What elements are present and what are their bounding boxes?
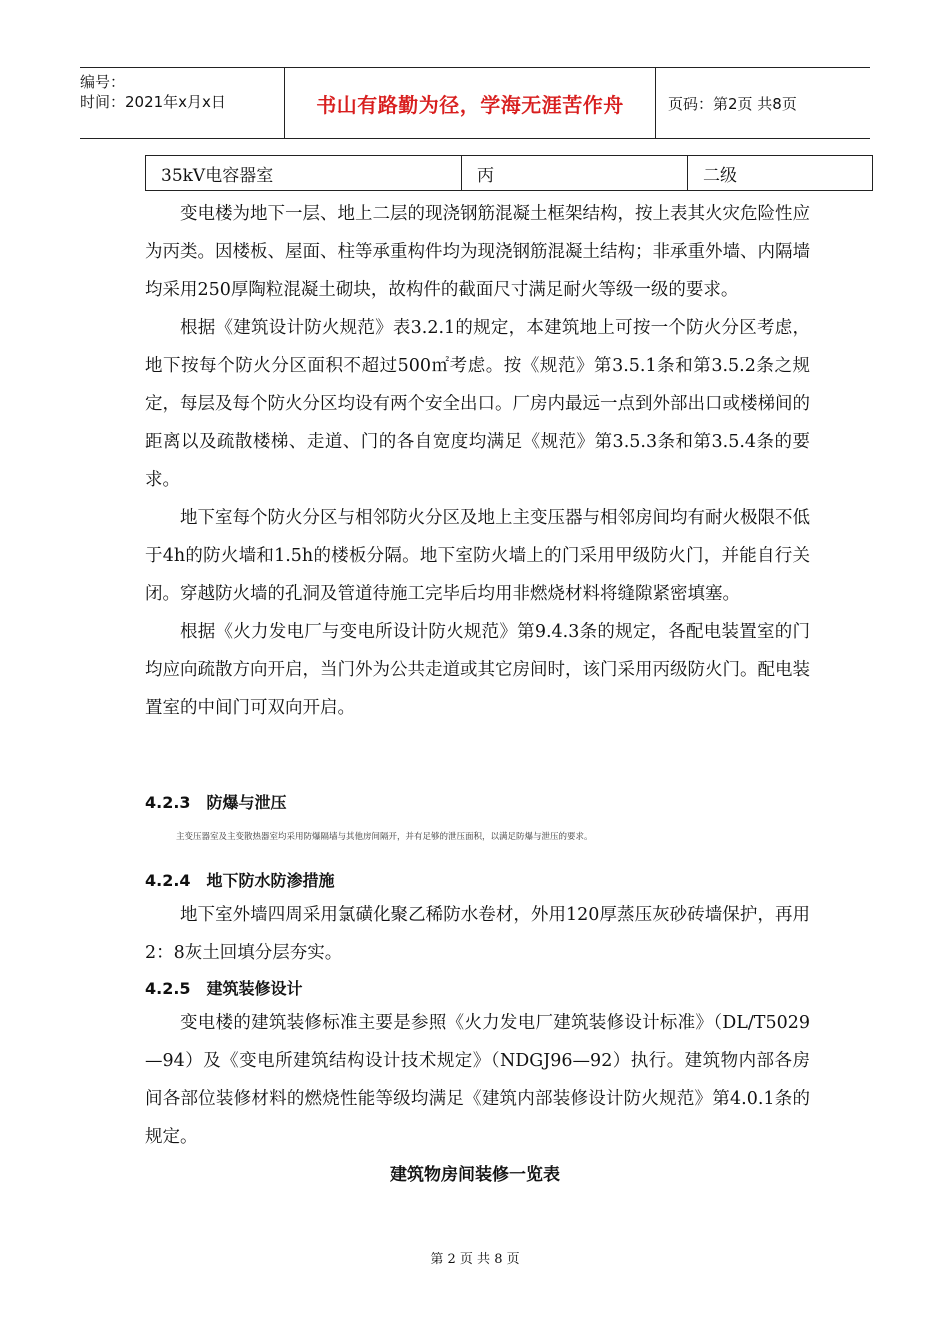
- page-header: [80, 67, 870, 139]
- table-cell-category: 丙: [462, 156, 688, 191]
- date-label: 时间：2021年x月x日: [80, 93, 226, 111]
- section-heading-423: 4.2.3 防爆与泄压: [145, 793, 287, 812]
- header-page-info: 页码：第2页 共8页: [668, 94, 797, 113]
- fire-rating-table: [145, 155, 873, 191]
- section-text-424: 地下室外墙四周采用氯磺化聚乙稀防水卷材，外用120厚蒸压灰砂砖墙保护，再用2：8灰土回填分层夯实。: [145, 905, 810, 963]
- number-label: 编号：: [80, 73, 126, 91]
- paragraph-fire-zones: 根据《建筑设计防火规范》表3.2.1的规定，本建筑地上可按一个防火分区考虑，地下按每个防火分区面积不超过500㎡考虑。按《规范》第3.5.1条和第3.5.2条之规定，每层及每个防火分区均设有两个安全出口。厂房内最远一点到外部出口或楼梯间的距离以及疏散楼梯、走道、门的各自宽度均满足《规范》第3.5.3条和第3.5.4条的要求。: [145, 318, 810, 490]
- section-heading-424: 4.2.4 地下防水防渗措施: [145, 871, 335, 890]
- table-row: [146, 156, 873, 191]
- table-title: 建筑物房间装修一览表: [390, 1165, 560, 1185]
- page-footer: 第 2 页 共 8 页: [430, 1252, 520, 1267]
- section-text-423: 主变压器室及主变散热器室均采用防爆隔墙与其他房间隔开，并有足够的泄压面积，以满足防爆与泄压的要求。: [176, 832, 593, 842]
- section-text-425: 变电楼的建筑装修标准主要是参照《火力发电厂建筑装修设计标准》（DL/T5029—94）及《变电所建筑结构设计技术规定》（NDGJ96—92）执行。建筑物内部各房间各部位装修材料的燃烧性能等级均满足《建筑内部装修设计防火规范》第4.0.1条的规定。: [145, 1013, 810, 1147]
- section-body-424: [145, 896, 810, 972]
- paragraph-doors: 根据《火力发电厂与变电所设计防火规范》第9.4.3条的规定，各配电装置室的门均应向疏散方向开启，当门外为公共走道或其它房间时，该门采用丙级防火门。配电装置室的中间门可双向开启。: [145, 622, 810, 718]
- header-motto: 书山有路勤为径，学海无涯苦作舟: [284, 68, 656, 138]
- header-left: [80, 68, 284, 138]
- section-body-425: [145, 1004, 810, 1156]
- table-cell-room: 35kV电容器室: [146, 156, 462, 191]
- table-cell-grade: 二级: [688, 156, 873, 191]
- section-heading-425: 4.2.5 建筑装修设计: [145, 979, 303, 998]
- paragraph-structure: 变电楼为地下一层、地上二层的现浇钢筋混凝土框架结构，按上表其火灾危险性应为丙类。因楼板、屋面、柱等承重构件均为现浇钢筋混凝土结构；非承重外墙、内隔墙均采用250厚陶粒混凝土砌块，故构件的截面尺寸满足耐火等级一级的要求。: [145, 204, 810, 300]
- paragraph-basement: 地下室每个防火分区与相邻防火分区及地上主变压器与相邻房间均有耐火极限不低于4h的防火墙和1.5h的楼板分隔。地下室防火墙上的门采用甲级防火门，并能自行关闭。穿越防火墙的孔洞及管道待施工完毕后均用非燃烧材料将缝隙紧密填塞。: [145, 508, 810, 604]
- body-text: [145, 195, 810, 727]
